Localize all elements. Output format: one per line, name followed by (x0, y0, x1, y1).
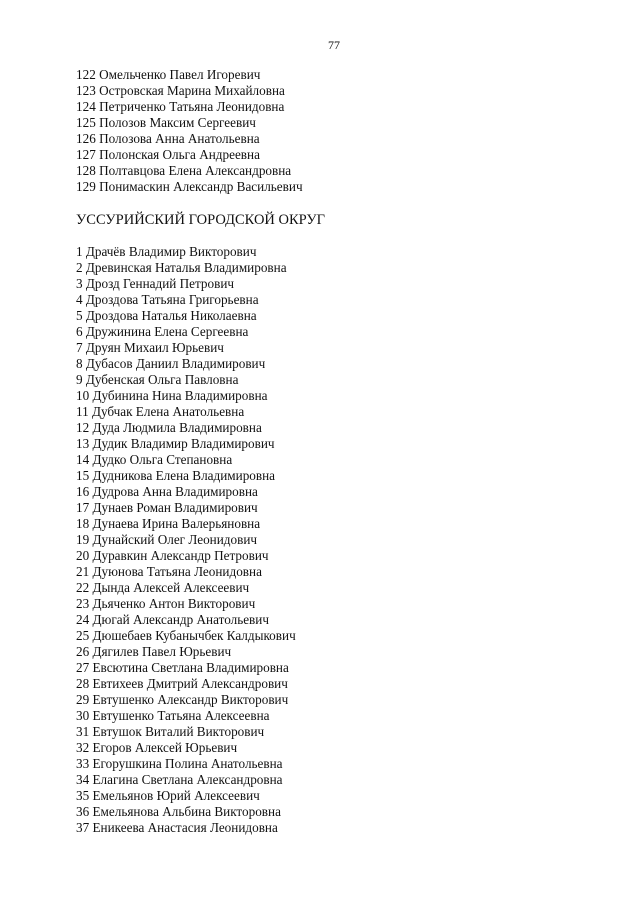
list-item: 5 Дроздова Наталья Николаевна (76, 308, 257, 323)
list-item: 14 Дудко Ольга Степановна (76, 452, 233, 467)
list-item: 20 Дуравкин Александр Петрович (76, 548, 269, 563)
list-item: 30 Евтушенко Татьяна Алексеевна (76, 708, 270, 723)
list-item: 29 Евтушенко Александр Викторович (76, 692, 289, 707)
list-item: 12 Дуда Людмила Владимировна (76, 420, 262, 435)
list-item: 126 Полозова Анна Анатольевна (76, 131, 260, 146)
list-item: 24 Дюгай Александр Анатольевич (76, 612, 269, 627)
list-item: 123 Островская Марина Михайловна (76, 83, 285, 98)
list-item: 25 Дюшебаев Кубанычбек Калдыкович (76, 628, 296, 643)
list-item: 15 Дудникова Елена Владимировна (76, 468, 276, 483)
list-item: 2 Древинская Наталья Владимировна (76, 260, 287, 275)
list-item: 37 Еникеева Анастасия Леонидовна (76, 820, 278, 835)
list-item: 6 Дружинина Елена Сергеевна (76, 324, 249, 339)
list-item: 18 Дунаева Ирина Валерьяновна (76, 516, 261, 531)
list-item: 33 Егорушкина Полина Анатольевна (76, 756, 283, 771)
list-item: 27 Евсютина Светлана Владимировна (76, 660, 289, 675)
list-item: 128 Полтавцова Елена Александровна (76, 163, 292, 178)
list-item: 32 Егоров Алексей Юрьевич (76, 740, 238, 755)
list-item: 21 Дуюнова Татьяна Леонидовна (76, 564, 262, 579)
list-item: 34 Елагина Светлана Александровна (76, 772, 283, 787)
list-item: 17 Дунаев Роман Владимирович (76, 500, 258, 515)
list-item: 35 Емельянов Юрий Алексеевич (76, 788, 260, 803)
list-item: 4 Дроздова Татьяна Григорьевна (76, 292, 259, 307)
list-item: 127 Полонская Ольга Андреевна (76, 147, 260, 162)
section-heading: УССУРИЙСКИЙ ГОРОДСКОЙ ОКРУГ (76, 212, 326, 228)
list-item: 122 Омельченко Павел Игоревич (76, 67, 261, 82)
list-item: 11 Дубчак Елена Анатольевна (76, 404, 245, 419)
list-item: 7 Друян Михаил Юрьевич (76, 340, 224, 355)
list-item: 8 Дубасов Даниил Владимирович (76, 356, 266, 371)
list-item: 23 Дьяченко Антон Викторович (76, 596, 256, 611)
list-item: 129 Понимаскин Александр Васильевич (76, 179, 303, 194)
list-item: 28 Евтихеев Дмитрий Александрович (76, 676, 288, 691)
list-item: 3 Дрозд Геннадий Петрович (76, 276, 235, 291)
list-item: 10 Дубинина Нина Владимировна (76, 388, 268, 403)
list-item: 9 Дубенская Ольга Павловна (76, 372, 239, 387)
list-item: 13 Дудик Владимир Владимирович (76, 436, 275, 451)
list-item: 124 Петриченко Татьяна Леонидовна (76, 99, 285, 114)
list-item: 125 Полозов Максим Сергеевич (76, 115, 256, 130)
list-item: 22 Дында Алексей Алексеевич (76, 580, 250, 595)
list-item: 31 Евтушок Виталий Викторович (76, 724, 265, 739)
list-item: 1 Драчёв Владимир Викторович (76, 244, 257, 259)
continued-name-list (76, 67, 303, 195)
list-item: 26 Дягилев Павел Юрьевич (76, 644, 232, 659)
list-item: 19 Дунайский Олег Леонидович (76, 532, 258, 547)
list-item: 16 Дудрова Анна Владимировна (76, 484, 258, 499)
page-number: 77 (328, 38, 340, 52)
section-name-list (76, 244, 296, 836)
list-item: 36 Емельянова Альбина Викторовна (76, 804, 281, 819)
